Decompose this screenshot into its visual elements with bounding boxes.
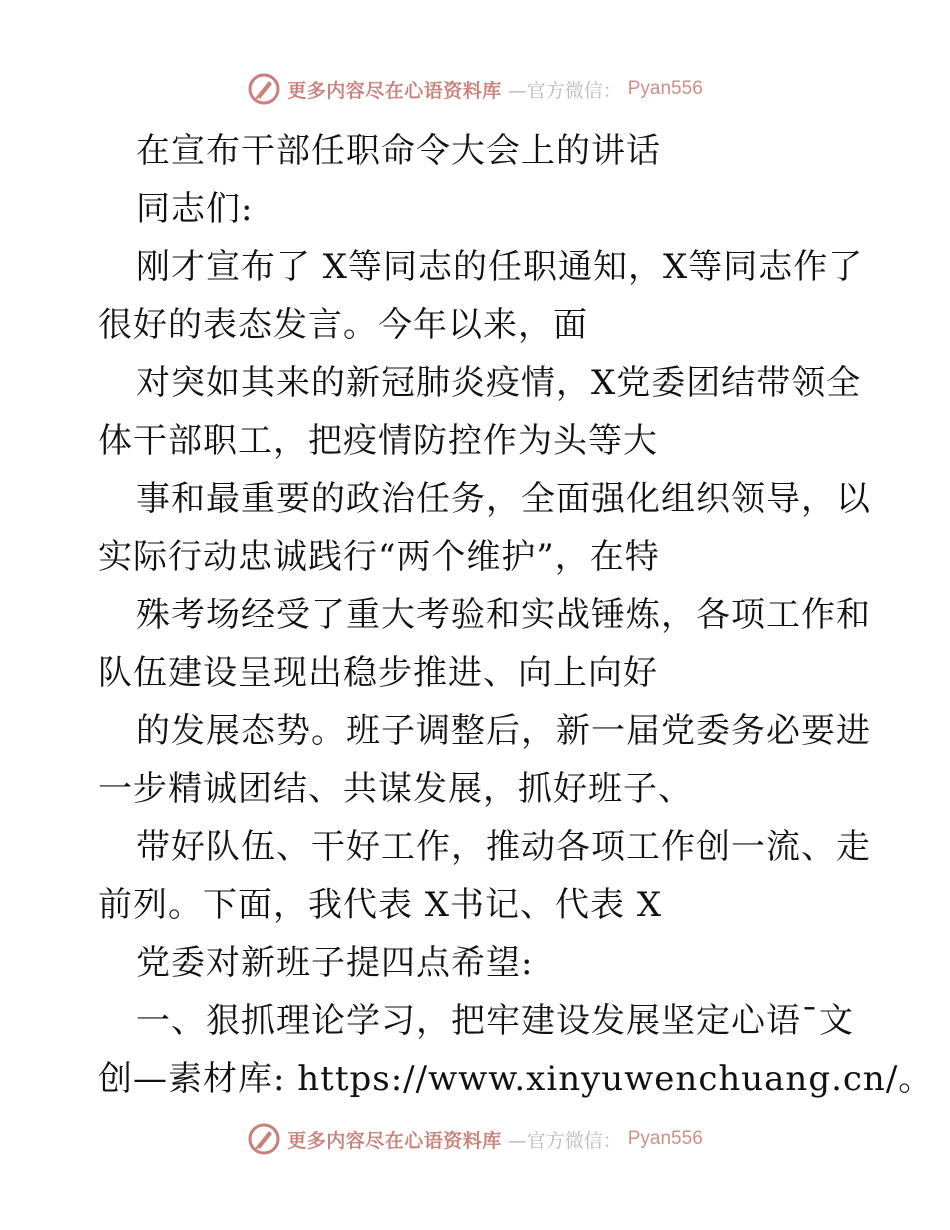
section-heading-line: 一、狠抓理论学习，把牢建设发展坚定心语¯文	[136, 1001, 854, 1041]
footer-watermark	[0, 1122, 950, 1156]
header-watermark	[0, 72, 950, 106]
paragraph-line: 实际行动忠诚践行“两个维护”，在特	[98, 537, 660, 577]
paragraph-line: 体干部职工，把疫情防控作为头等大	[98, 421, 658, 461]
paragraph-line: 前列。下面，我代表 X书记、代表 X	[98, 885, 663, 925]
paragraph-line: 刚才宣布了 X等同志的任职通知，X等同志作了	[136, 247, 864, 287]
paragraph-line: 殊考场经受了重大考验和实战锤炼，各项工作和	[136, 595, 871, 635]
writing-logo-icon	[247, 72, 281, 106]
paragraph-line: 党委对新班子提四点希望:	[136, 943, 534, 983]
paragraph-line: 的发展态势。班子调整后，新一届党委务必要进	[136, 711, 871, 751]
watermark-main-text: 更多内容尽在心语资料库	[287, 79, 502, 102]
watermark-sub-text: —官方微信：	[507, 79, 622, 102]
watermark-main-text: 更多内容尽在心语资料库	[287, 1129, 502, 1152]
watermark-wechat-id: Pyan556	[627, 1128, 703, 1149]
paragraph-line: 事和最重要的政治任务，全面强化组织领导，以	[136, 479, 871, 519]
document-title: 在宣布干部任职命令大会上的讲话	[136, 131, 661, 171]
watermark-wechat-id: Pyan556	[627, 78, 703, 99]
paragraph-line: 创—素材库: https://www.xinyuwenchuang.cn/。	[98, 1059, 934, 1099]
paragraph-line: 很好的表态发言。今年以来，面	[98, 305, 588, 345]
document-body	[98, 122, 934, 1108]
paragraph-line: 队伍建设呈现出稳步推进、向上向好	[98, 653, 658, 693]
watermark-sub-text: —官方微信：	[507, 1129, 622, 1152]
paragraph-line: 一步精诚团结、共谋发展，抓好班子、	[98, 769, 693, 809]
writing-logo-icon	[247, 1122, 281, 1156]
paragraph-line: 带好队伍、干好工作，推动各项工作创一流、走	[136, 827, 871, 867]
salutation: 同志们:	[136, 189, 254, 229]
paragraph-line: 对突如其来的新冠肺炎疫情，X党委团结带领全	[136, 363, 862, 403]
